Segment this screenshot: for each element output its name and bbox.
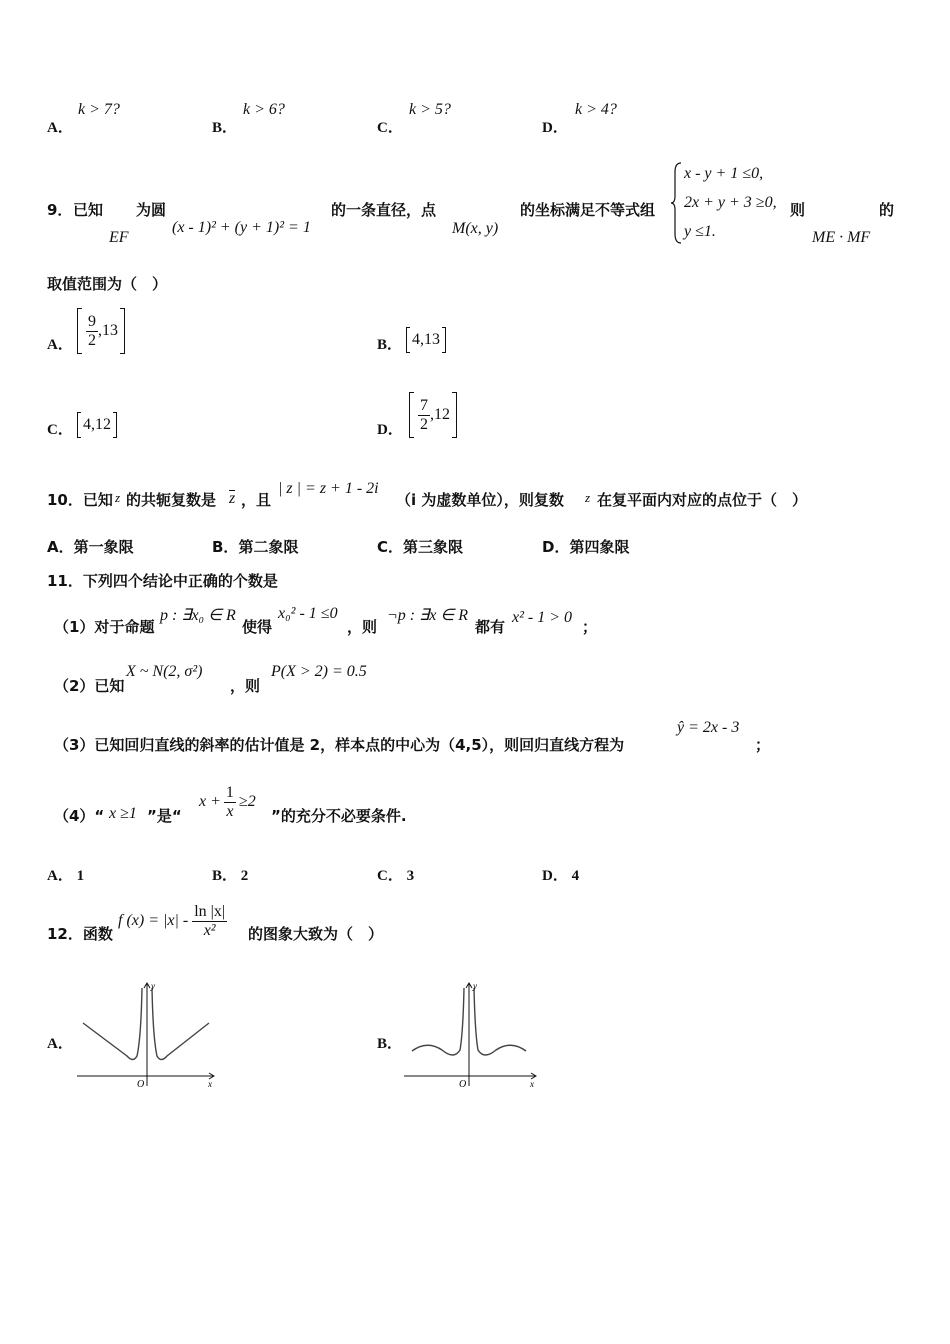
q12-graph-a-right-branch: [152, 988, 209, 1060]
q9-option-d-label: D．: [377, 422, 403, 438]
q9-text-5: 则: [790, 201, 806, 219]
q11-s1-math-1: p : ∃x₀ ∈ R: [160, 607, 236, 624]
q8-option-d-text: k > 4?: [575, 101, 617, 118]
q10-option-a: [47, 536, 134, 557]
q12-graph-a-origin: O: [137, 1079, 145, 1090]
q11-s4-math-2a: x +: [199, 793, 221, 810]
q10-option-b-label: B．: [212, 538, 239, 556]
q11-s1-text-c: ，则: [347, 618, 378, 636]
q10-text-e: 在复平面内对应的点位于（ ）: [597, 491, 808, 509]
q11-s4-frac-num: 1: [225, 783, 234, 801]
q9-text-3: 的一条直径，点: [331, 201, 437, 219]
q12-text-b: 的图象大致为（ ）: [248, 925, 384, 943]
q8-option-b-text: k > 6?: [243, 101, 285, 118]
q9-circle-equation: (x - 1)² + (y + 1)² = 1: [172, 219, 311, 236]
q12-graph-a: [75, 978, 220, 1090]
q8-option-a-text: k > 7?: [78, 101, 120, 118]
q11-s4-text-c: ”的充分不必要条件.: [271, 807, 407, 825]
q8-option-c-text: k > 5?: [409, 101, 451, 118]
q12-graph-a-y-label: y: [151, 981, 155, 991]
q9-text-6: 的: [879, 201, 895, 219]
q9-dot-product: ME · MF: [812, 229, 871, 246]
q12-function-lhs: f (x) = |x| -: [118, 912, 189, 929]
q11-s3-math: ŷ = 2x - 3: [677, 719, 740, 736]
q9-option-b-interval: [406, 327, 446, 353]
q11-s1-text-e: ；: [582, 618, 598, 636]
q11-s1-text-d: 都有: [475, 618, 506, 636]
q9-option-a-num: 9: [88, 312, 96, 330]
q11-s2-math-1: X ~ N(2, σ²): [126, 663, 203, 680]
q9-option-d-den: 2: [420, 415, 428, 433]
q9-point: M(x, y): [452, 220, 499, 237]
q10-z: z: [115, 490, 121, 505]
q9-number: 9．: [47, 201, 73, 219]
q10-text-b: 的共轭复数是: [126, 491, 217, 509]
q11-option-c: [377, 864, 414, 885]
q10-option-c-text: 第三象限: [403, 538, 464, 556]
q11-s1-math-3: ¬p : ∃x ∈ R: [387, 607, 469, 624]
q11-option-d: [542, 864, 579, 885]
q12-graph-a-label: A．: [47, 1036, 73, 1052]
q9-option-a-label: A．: [47, 337, 73, 353]
q10-option-a-text: 第一象限: [73, 538, 134, 556]
q11-option-d-label: D．: [542, 868, 568, 884]
q11-option-a-text: 1: [76, 868, 85, 884]
q9-inequality-2: 2x + y + 3 ≥0,: [684, 194, 777, 211]
q10-option-d-label: D．: [542, 538, 570, 556]
q12-graph-b-right-branch: [474, 988, 526, 1055]
q9-inequality-1: x - y + 1 ≤0,: [684, 165, 764, 182]
q9-option-b-label: B．: [377, 337, 403, 353]
q12-graph-b-y-label: y: [473, 981, 477, 991]
q11-s4-text-a: （4）“: [54, 807, 105, 825]
q11-s3-text-b: ；: [755, 736, 771, 754]
q9-option-c-interval: [77, 412, 117, 438]
q11-s4-math-2: [199, 778, 256, 826]
q11-s4-frac-den: x: [226, 802, 234, 820]
q8-option-b-label: B．: [212, 120, 238, 136]
q9-option-d-num: 7: [420, 396, 428, 414]
q11-s2-text-a: （2）已知: [54, 677, 125, 695]
q11-option-b-label: B．: [212, 868, 238, 884]
q12-graph-b-left-branch: [412, 988, 464, 1055]
q9-system-brace: [670, 160, 684, 246]
q10-equation: | z | = z + 1 - 2i: [278, 480, 379, 497]
q12-text-a: 12．函数: [47, 925, 113, 943]
q12-graph-b: [402, 978, 547, 1090]
q9-text-4: 的坐标满足不等式组: [520, 201, 656, 219]
q10-option-a-label: A．: [47, 538, 74, 556]
q11-option-a-label: A．: [47, 868, 73, 884]
q9-option-c-text: 4,12: [83, 416, 111, 433]
q11-title: 11．下列四个结论中正确的个数是: [47, 572, 278, 590]
q10-option-c: [377, 536, 463, 557]
q11-option-b-text: 2: [240, 868, 249, 884]
q12-graph-a-left-branch: [83, 988, 142, 1060]
q12-function-den: x²: [203, 921, 216, 939]
q11-s1-text-b: 使得: [242, 618, 273, 636]
q10-text-d: （i 为虚数单位），则复数: [396, 491, 564, 509]
q12-graph-b-label: B．: [377, 1036, 403, 1052]
q11-s1-text-a: （1）对于命题: [54, 618, 155, 636]
q9-text-2: 为圆: [136, 201, 167, 219]
q8-option-d-label: D．: [542, 120, 568, 136]
q10-z-2: z: [585, 490, 591, 505]
q9-ef: EF: [109, 229, 129, 246]
q11-s1-math-2: x₀² - 1 ≤0: [278, 605, 338, 622]
q9-option-a-interval: [77, 308, 125, 354]
q12-function: [118, 896, 227, 946]
q10-option-c-label: C．: [377, 538, 404, 556]
q11-s2-text-b: ，则: [230, 677, 261, 695]
q12-function-num: ln |x|: [194, 902, 226, 920]
q9-option-a-tail: ,13: [98, 322, 118, 339]
q9-inequality-3: y ≤1.: [684, 223, 716, 240]
q11-s4-text-b: ”是“: [147, 807, 182, 825]
q12-graph-a-x-label: x: [208, 1079, 212, 1089]
q10-option-b-text: 第二象限: [238, 538, 299, 556]
q10-option-d: [542, 536, 629, 557]
q11-s4-math-1: x ≥1: [109, 805, 137, 822]
q9-option-b-text: 4,13: [412, 331, 440, 348]
q9-text-1: 已知: [73, 201, 104, 219]
q11-s1-math-4: x² - 1 > 0: [512, 609, 573, 626]
q10-zbar: z: [229, 490, 236, 507]
q11-s3-text-a: （3）已知回归直线的斜率的估计值是 2，样本点的中心为（4,5），则回归直线方程为: [54, 736, 625, 754]
q11-option-b: [212, 864, 248, 885]
q9-text-7: 取值范围为（ ）: [47, 275, 168, 293]
q8-option-c-label: C．: [377, 120, 403, 136]
q9-option-a-den: 2: [88, 331, 96, 349]
q8-option-a-label: A．: [47, 120, 73, 136]
q10-text-a: 10．已知: [47, 491, 113, 509]
q11-s2-math-2: P(X > 2) = 0.5: [271, 663, 367, 680]
q12-graph-b-x-label: x: [530, 1079, 534, 1089]
q10-option-d-text: 第四象限: [569, 538, 630, 556]
q10-option-b: [212, 536, 298, 557]
q11-option-a: [47, 864, 84, 885]
q9-option-c-label: C．: [47, 422, 73, 438]
q9-option-d-interval: [409, 392, 457, 438]
q11-option-c-label: C．: [377, 868, 403, 884]
q11-option-d-text: 4: [571, 868, 580, 884]
q11-s4-math-2b: ≥2: [238, 793, 256, 810]
q9-option-d-tail: ,12: [430, 406, 450, 423]
q12-graph-b-origin: O: [459, 1079, 467, 1090]
q11-option-c-text: 3: [406, 868, 415, 884]
q10-text-c: ，且: [241, 491, 272, 509]
